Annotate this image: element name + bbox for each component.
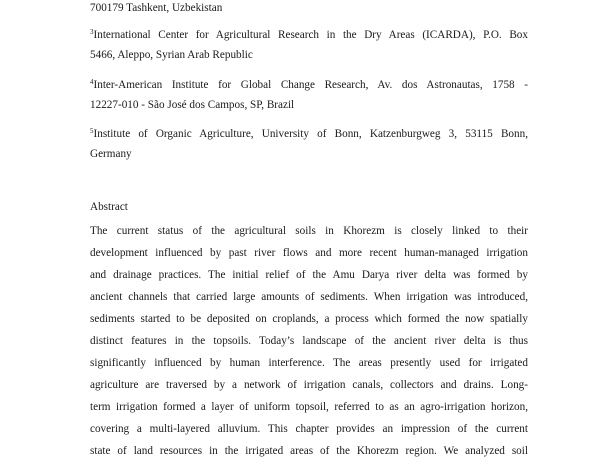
affiliation-number: 4 xyxy=(90,78,94,86)
abstract-line: development influenced by past river flows and more recent human-managed irrigation xyxy=(90,247,528,259)
abstract-heading: Abstract xyxy=(90,201,128,213)
abstract-line: distinct features in the topsoils. Today’s landscape of the ancient river delta is thus xyxy=(90,335,528,347)
abstract-line: sediments started to be deposited on croplands, a process which formed the now spatially xyxy=(90,313,528,325)
affiliation-bonn-text2: Germany xyxy=(90,148,132,160)
abstract-line: and drainage practices. The initial relief of the Amu Darya river delta was formed by xyxy=(90,269,528,281)
abstract-line: state of land resources in the irrigated areas of the Khorezm region. We analyzed soil xyxy=(90,445,528,457)
affiliation-icarda-text2: 5466, Aleppo, Syrian Arab Republic xyxy=(90,49,253,61)
affiliation-iai-line1 xyxy=(90,78,528,92)
affiliation-tashkent-text: 700179 Tashkent, Uzbekistan xyxy=(90,2,223,14)
affiliation-number: 5 xyxy=(90,127,94,135)
affiliation-tashkent xyxy=(90,1,222,15)
abstract-line: The current status of the agricultural soils in Khorezm is closely linked to their xyxy=(90,225,528,237)
affiliation-bonn-text1: Institute of Organic Agriculture, University of Bonn, Katzenburgweg 3, 53115 Bonn, xyxy=(93,128,528,140)
affiliation-bonn-line2 xyxy=(90,147,132,161)
affiliation-icarda-line1 xyxy=(90,28,528,42)
affiliation-iai-line2 xyxy=(90,98,294,112)
affiliation-iai-text2: 12227-010 - São José dos Campos, SP, Brazil xyxy=(90,99,295,111)
abstract-line: ancient channels that carried large amounts of sediments. When irrigation was introduced, xyxy=(90,291,528,303)
abstract-line: agriculture are traversed by a network of irrigation canals, collectors and drains. Long- xyxy=(90,379,528,391)
affiliation-icarda-line2 xyxy=(90,48,253,62)
abstract-line: covering a multi-layered alluvium. This chapter provides an impression of the current xyxy=(90,423,528,435)
affiliation-icarda-text1: International Center for Agricultural Research in the Dry Areas (ICARDA), P.O. Box xyxy=(93,29,528,41)
affiliation-bonn-line1 xyxy=(90,127,528,141)
affiliation-number: 3 xyxy=(90,28,94,36)
affiliation-iai-text1: Inter-American Institute for Global Change Research, Av. dos Astronautas, 1758 - xyxy=(93,79,528,91)
abstract-line: term irrigation formed a layer of uniform topsoil, referred to as an agro-irrigation horizon, xyxy=(90,401,528,413)
abstract-line: significantly influenced by human interference. The areas presently used for irrigated xyxy=(90,357,528,369)
